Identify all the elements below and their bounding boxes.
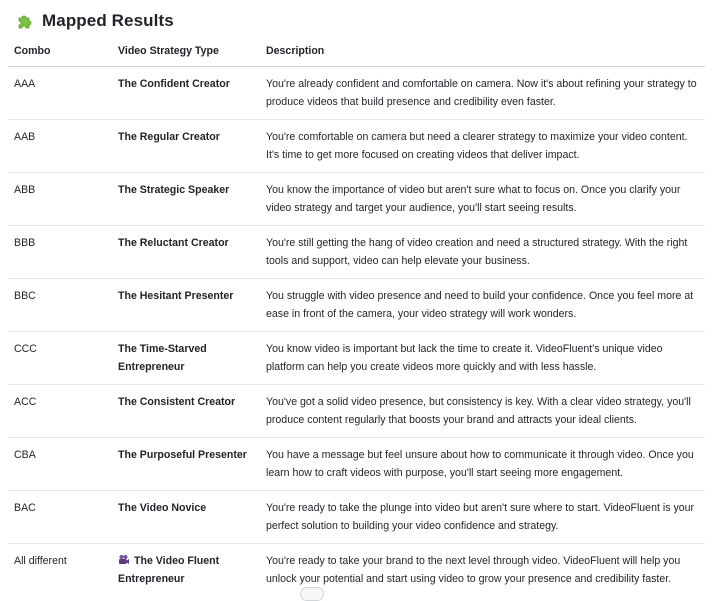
strategy-type-cell: The Confident Creator <box>112 67 260 120</box>
strategy-type-cell: The Video Novice <box>112 491 260 544</box>
table-row <box>8 226 705 279</box>
combo-cell: ACC <box>8 385 112 438</box>
strategy-type-cell: The Regular Creator <box>112 120 260 173</box>
section-heading <box>16 8 174 34</box>
combo-cell: CCC <box>8 332 112 385</box>
table-row <box>8 385 705 438</box>
combo-cell: BAC <box>8 491 112 544</box>
strategy-type-label: The Video Fluent Entrepreneur <box>118 555 220 585</box>
strategy-type-cell: The Consistent Creator <box>112 385 260 438</box>
strategy-type-cell <box>112 544 260 597</box>
combo-cell: AAB <box>8 120 112 173</box>
strategy-type-cell: The Time-Starved Entrepreneur <box>112 332 260 385</box>
description-cell: You're comfortable on camera but need a clearer strategy to maximize your video content. It's time to get more focused on creating videos that deliver impact. <box>260 120 705 173</box>
description-cell: You know the importance of video but aren't sure what to focus on. Once you clarify your video strategy and target your audience, you'll start seeing results. <box>260 173 705 226</box>
table-row <box>8 279 705 332</box>
combo-cell: ABB <box>8 173 112 226</box>
mapped-results-table <box>8 38 705 596</box>
table-row <box>8 332 705 385</box>
description-cell: You're ready to take your brand to the next level through video. VideoFluent will help you unlock your potential and start using video to grow your presence and credibility faster. <box>266 555 681 585</box>
table-row <box>8 491 705 544</box>
strategy-type-cell: The Purposeful Presenter <box>112 438 260 491</box>
description-cell: You know video is important but lack the time to create it. VideoFluent's unique video platform can help you create videos more quickly and with less hassle. <box>260 332 705 385</box>
page-title: Mapped Results <box>42 11 174 30</box>
scroll-indicator[interactable] <box>300 587 324 601</box>
table-row <box>8 438 705 491</box>
combo-cell: All different <box>14 555 67 567</box>
description-cell: You struggle with video presence and need to build your confidence. Once you feel more at ease in front of the camera, your video strategy will work wonders. <box>260 279 705 332</box>
table-row <box>8 544 705 597</box>
puzzle-piece-icon <box>16 12 34 30</box>
description-cell: You have a message but feel unsure about how to communicate it through video. Once you learn how to craft videos with purpose, you'll start seeing more engagement. <box>260 438 705 491</box>
description-cell: You're ready to take the plunge into video but aren't sure where to start. VideoFluent is your perfect solution to building your video confidence and strategy. <box>260 491 705 544</box>
combo-cell: BBB <box>8 226 112 279</box>
table-row <box>8 173 705 226</box>
movie-camera-icon <box>118 554 130 566</box>
description-cell: You're already confident and comfortable on camera. Now it's about refining your strategy to produce videos that build presence and credibility even faster. <box>260 67 705 120</box>
combo-cell: BBC <box>8 279 112 332</box>
table-header-row <box>8 38 705 67</box>
column-header-combo: Combo <box>8 38 112 67</box>
description-cell: You've got a solid video presence, but consistency is key. With a clear video strategy, you'll produce content regularly that boosts your brand and attracts your ideal clients. <box>260 385 705 438</box>
table-row <box>8 67 705 120</box>
strategy-type-cell: The Hesitant Presenter <box>112 279 260 332</box>
combo-cell: AAA <box>8 67 112 120</box>
column-header-description: Description <box>260 38 705 67</box>
strategy-type-cell: The Reluctant Creator <box>112 226 260 279</box>
strategy-type-cell: The Strategic Speaker <box>112 173 260 226</box>
combo-cell: CBA <box>8 438 112 491</box>
description-cell: You're still getting the hang of video creation and need a structured strategy. With the right tools and support, video can help elevate your business. <box>260 226 705 279</box>
table-row <box>8 120 705 173</box>
column-header-type: Video Strategy Type <box>112 38 260 67</box>
